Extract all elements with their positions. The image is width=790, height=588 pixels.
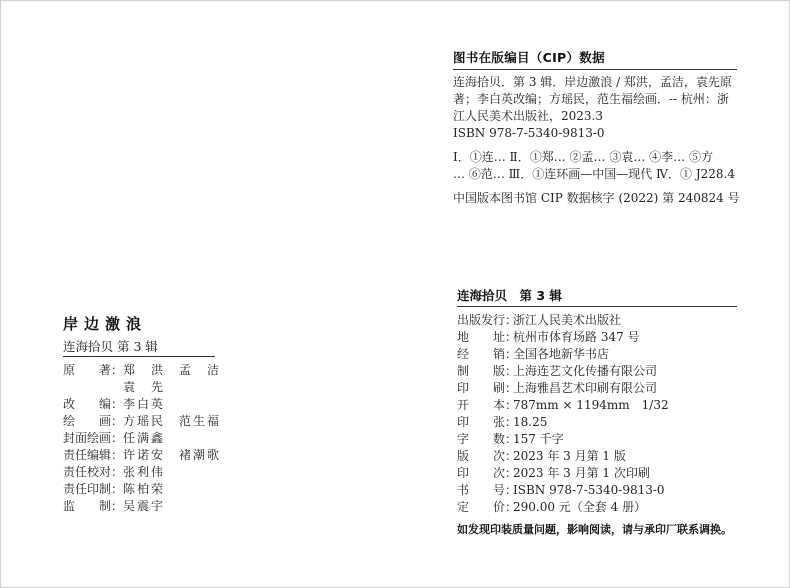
- credit-row: [63, 396, 165, 412]
- detail-key: 地 址：: [457, 330, 518, 344]
- detail-row: [457, 482, 665, 498]
- credit-names: 袁 先: [123, 380, 166, 394]
- credit-row: [63, 447, 221, 463]
- detail-value: ISBN 978-7-5340-9813-0: [513, 483, 665, 497]
- cip-block: [453, 48, 753, 205]
- credit-names: 郑 洪 孟 洁: [123, 363, 222, 377]
- cip-line: ISBN 978-7-5340-9813-0: [453, 126, 605, 140]
- credit-names: 李白英: [123, 397, 166, 411]
- detail-key: 印 张：: [457, 415, 518, 429]
- detail-value: 18.25: [513, 415, 548, 429]
- credit-role: 封面绘画：: [63, 431, 124, 445]
- credit-names: 吴震宇: [123, 499, 166, 513]
- detail-row: [457, 329, 640, 345]
- book-subtitle: 连海拾贝 第 3 辑: [63, 339, 158, 354]
- credit-role: 责任印制：: [63, 482, 124, 496]
- credit-row: [63, 498, 165, 514]
- detail-row: [457, 363, 657, 379]
- detail-key: 定 价：: [457, 500, 518, 514]
- credit-row: [63, 430, 165, 446]
- detail-row: [457, 499, 646, 515]
- detail-value: 787mm × 1194mm 1/32: [513, 398, 669, 412]
- credit-names: 方瑶民 范生福: [123, 414, 222, 428]
- detail-key: 出版发行：: [457, 313, 518, 327]
- cip-line: 著；李白英改编；方瑶民，范生福绘画．-- 杭州：浙: [453, 92, 729, 106]
- credit-row: [63, 362, 221, 378]
- detail-key: 印 次：: [457, 466, 518, 480]
- credit-role: 监 制：: [63, 499, 124, 513]
- detail-key: 开 本：: [457, 398, 518, 412]
- detail-key: 版 次：: [457, 449, 518, 463]
- cip-line: 连海拾贝．第 3 辑．岸边激浪 / 郑洪，孟洁，袁先原: [453, 75, 732, 89]
- detail-value: 全国各地新华书店: [513, 347, 610, 361]
- credit-role: 改 编：: [63, 397, 124, 411]
- quality-notice: 如发现印装质量问题，影响阅读，请与承印厂联系调换。: [457, 523, 732, 536]
- cip-title: 图书在版编目（CIP）数据: [453, 50, 605, 65]
- detail-row: [457, 414, 547, 430]
- series-title: 连海拾贝 第 3 辑: [457, 288, 562, 303]
- detail-value: 杭州市体育场路 347 号: [513, 330, 640, 344]
- detail-row: [457, 465, 650, 481]
- credit-role: 责任编辑：: [63, 448, 124, 462]
- detail-key: 字 数：: [457, 432, 518, 446]
- cip-top-rule: [453, 69, 737, 70]
- credit-row: [63, 481, 165, 497]
- detail-key: 书 号：: [457, 483, 518, 497]
- detail-row: [457, 380, 657, 396]
- credit-names: 陈柏荣: [123, 482, 166, 496]
- series-title-rule: [457, 306, 737, 307]
- detail-row: [457, 448, 626, 464]
- credit-names: 任满鑫: [123, 431, 166, 445]
- book-title: 岸边激浪: [63, 315, 148, 333]
- detail-key: 经 销：: [457, 347, 518, 361]
- detail-value: 2023 年 3 月第 1 版: [513, 449, 626, 463]
- credit-role: 责任校对：: [63, 465, 124, 479]
- cip-line: 江人民美术出版社，2023.3: [453, 109, 603, 123]
- detail-value: 上海雅昌艺术印刷有限公司: [513, 381, 658, 395]
- detail-value: 157 千字: [513, 432, 564, 446]
- credit-names: 张利伟: [123, 465, 166, 479]
- detail-value: 浙江人民美术出版社: [513, 313, 622, 327]
- credit-names: 许诺安 褚潮歌: [123, 448, 222, 462]
- detail-value: 上海连艺文化传播有限公司: [513, 364, 658, 378]
- detail-row: [457, 431, 564, 447]
- credit-row: [63, 379, 165, 395]
- cip-line: Ⅰ．①连… Ⅱ．①郑… ②孟… ③袁… ④李… ⑤方: [453, 150, 713, 164]
- detail-key: 印 刷：: [457, 381, 518, 395]
- detail-row: [457, 397, 669, 413]
- cip-line: 中国版本图书馆 CIP 数据核字 (2022) 第 240824 号: [453, 191, 740, 205]
- credit-role: 原 著：: [63, 363, 124, 377]
- credit-row: [63, 413, 221, 429]
- detail-row: [457, 346, 609, 362]
- credit-row: [63, 464, 165, 480]
- cip-line: … ⑥范… Ⅲ．①连环画—中国—现代 Ⅳ．① J228.4: [453, 167, 735, 181]
- book-title-rule: [63, 356, 215, 357]
- detail-row: [457, 312, 621, 328]
- credit-role: 绘 画：: [63, 414, 124, 428]
- detail-value: 290.00 元（全套 4 册）: [513, 500, 647, 514]
- detail-value: 2023 年 3 月第 1 次印刷: [513, 466, 650, 480]
- detail-key: 制 版：: [457, 364, 518, 378]
